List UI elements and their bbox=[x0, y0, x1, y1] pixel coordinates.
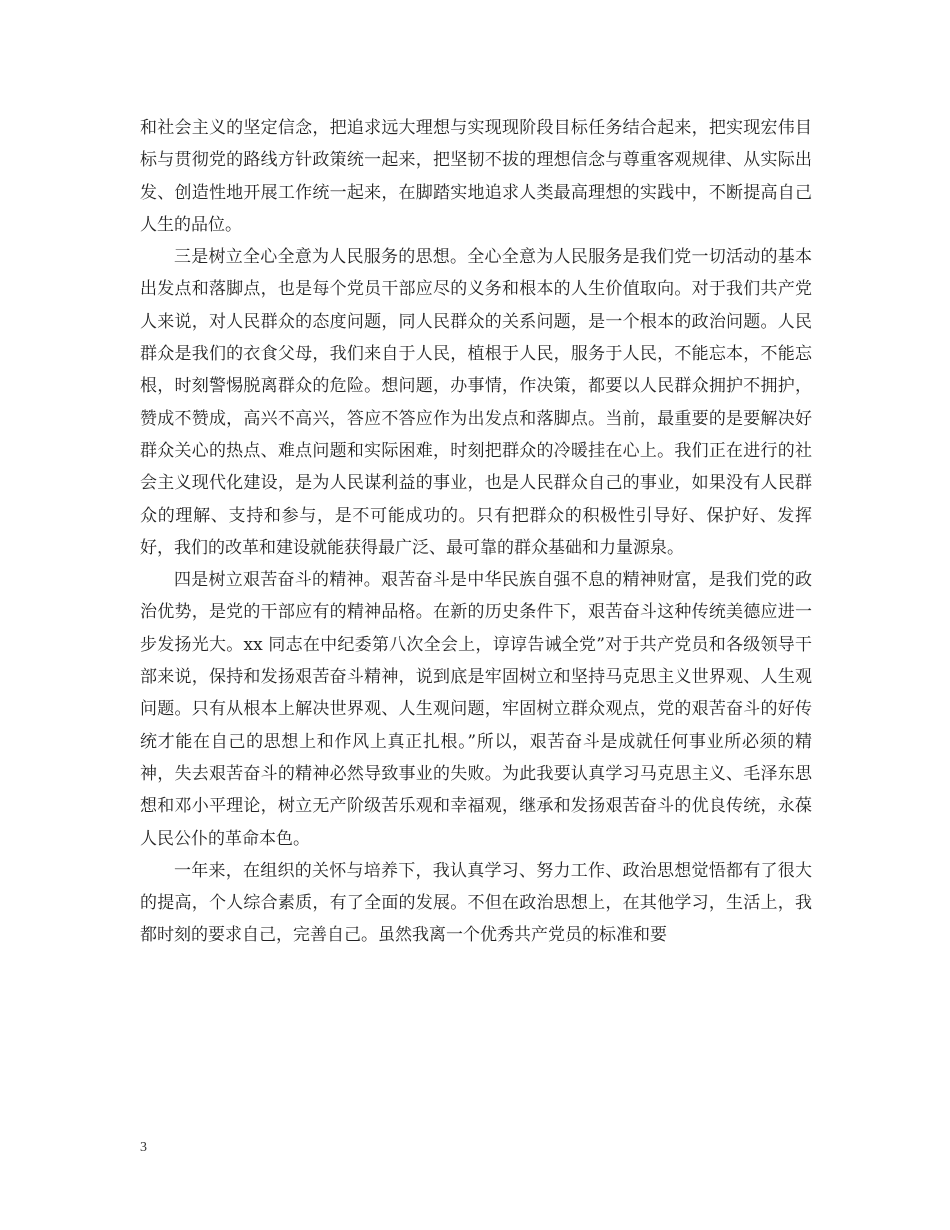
page-number: 3 bbox=[140, 1140, 147, 1155]
paragraph-year-summary: 一年来，在组织的关怀与培养下，我认真学习、努力工作、政治思想觉悟都有了很大的提高，个人综合素质，有了全面的发展。不但在政治思想上，在其他学习，生活上，我都时刻的要求自己，完善自己。虽然我离一个优秀共产党员的标准和要 bbox=[140, 860, 812, 946]
paragraph-continued: 和社会主义的坚定信念，把追求远大理想与实现现阶段目标任务结合起来，把实现宏伟目标与贯彻党的路线方针政策统一起来，把坚韧不拔的理想信念与尊重客观规律、从实际出发、创造性地开展工作统一起来，在脚踏实地追求人类最高理想的实践中，不断提高自己人生的品位。 bbox=[140, 118, 812, 235]
document-body bbox=[140, 112, 812, 952]
paragraph-hard-work: 四是树立艰苦奋斗的精神。艰苦奋斗是中华民族自强不息的精神财富，是我们党的政治优势，是党的干部应有的精神品格。在新的历史条件下，艰苦奋斗这种传统美德应进一步发扬光大。xx 同志在中纪委第八次全会上，谆谆告诫全党”对于共产党员和各级领导干部来说，保持和发扬艰苦奋斗精神，说到底是牢固树立和坚持马克思主义世界观、人生观问题。只有从根本上解决世界观、人生观问题，牢固树立群众观点，党的艰苦奋斗的好传统才能在自己的思想上和作风上真正扎根。”所以，艰苦奋斗是成就任何事业所必须的精神，失去艰苦奋斗的精神必然导致事业的失败。为此我要认真学习马克思主义、毛泽东思想和邓小平理论，树立无产阶级苦乐观和幸福观，继承和发扬艰苦奋斗的优良传统，永葆人民公仆的革命本色。 bbox=[140, 570, 812, 849]
paragraph-serve-people: 三是树立全心全意为人民服务的思想。全心全意为人民服务是我们党一切活动的基本出发点和落脚点，也是每个党员干部应尽的义务和根本的人生价值取向。对于我们共产党人来说，对人民群众的态度问题，同人民群众的关系问题，是一个根本的政治问题。人民群众是我们的衣食父母，我们来自于人民，植根于人民，服务于人民，不能忘本，不能忘根，时刻警惕脱离群众的危险。想问题，办事情，作决策，都要以人民群众拥护不拥护，赞成不赞成，高兴不高兴，答应不答应作为出发点和落脚点。当前，最重要的是要解决好群众关心的热点、难点问题和实际困难，时刻把群众的冷暖挂在心上。我们正在进行的社会主义现代化建设，是为人民谋利益的事业，也是人民群众自己的事业，如果没有人民群众的理解、支持和参与，是不可能成功的。只有把群众的积极性引导好、保护好、发挥好，我们的改革和建设就能获得最广泛、最可靠的群众基础和力量源泉。 bbox=[140, 247, 812, 558]
